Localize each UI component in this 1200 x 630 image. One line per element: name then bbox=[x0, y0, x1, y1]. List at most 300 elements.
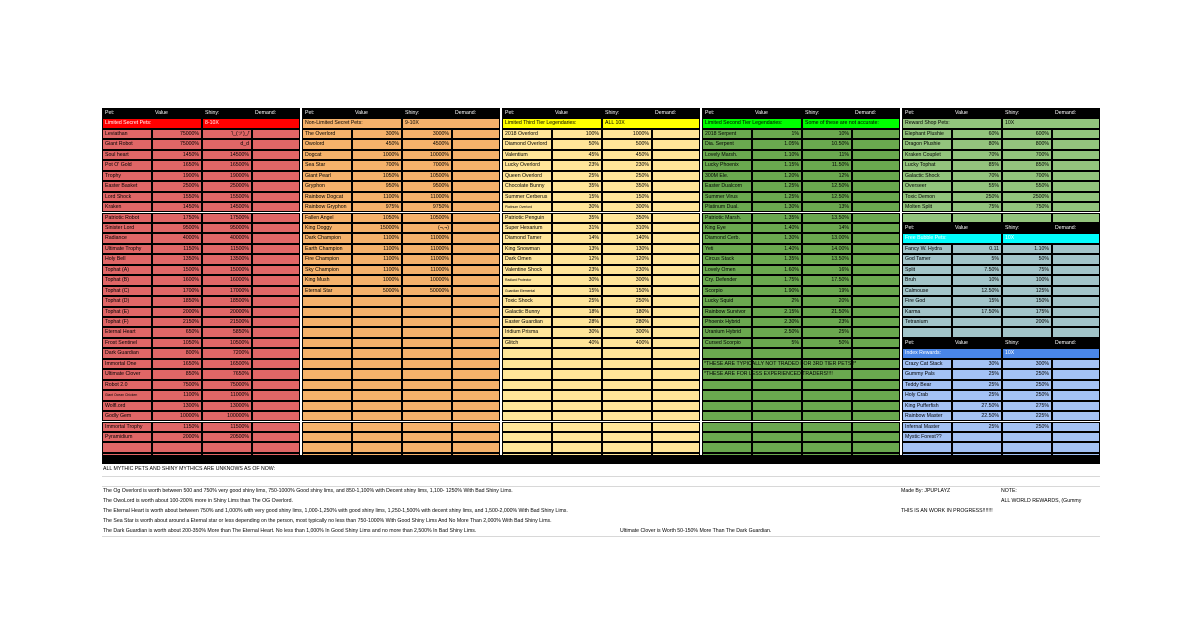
value-cell[interactable]: 125% bbox=[1002, 286, 1052, 296]
empty-cell[interactable] bbox=[352, 348, 402, 358]
value-cell[interactable]: 1150% bbox=[152, 422, 202, 432]
value-cell[interactable] bbox=[252, 286, 300, 296]
empty-cell[interactable] bbox=[452, 422, 500, 432]
value-cell[interactable]: 50% bbox=[552, 139, 602, 149]
value-cell[interactable]: 550% bbox=[1002, 181, 1052, 191]
column-header[interactable]: Shiny: bbox=[1002, 223, 1052, 233]
value-cell[interactable] bbox=[852, 202, 900, 212]
value-cell[interactable]: 850% bbox=[1002, 160, 1052, 170]
pet-name-cell[interactable]: Holy Crab bbox=[902, 390, 952, 400]
value-cell[interactable]: 10000% bbox=[402, 275, 452, 285]
value-cell[interactable]: 1.35% bbox=[752, 254, 802, 264]
pet-name-cell[interactable]: Rainbow Gryphon bbox=[302, 202, 352, 212]
value-cell[interactable] bbox=[252, 139, 300, 149]
value-cell[interactable]: 250% bbox=[1002, 422, 1052, 432]
value-cell[interactable]: 1.40% bbox=[752, 223, 802, 233]
empty-cell[interactable] bbox=[502, 422, 552, 432]
value-cell[interactable] bbox=[452, 286, 500, 296]
empty-cell[interactable] bbox=[802, 442, 852, 452]
empty-cell[interactable] bbox=[402, 348, 452, 358]
value-cell[interactable] bbox=[1052, 150, 1100, 160]
value-cell[interactable]: 1700% bbox=[152, 286, 202, 296]
value-cell[interactable] bbox=[652, 213, 700, 223]
value-cell[interactable]: 2% bbox=[752, 296, 802, 306]
column-header[interactable]: Pet: bbox=[902, 223, 952, 233]
value-cell[interactable]: 1300% bbox=[152, 401, 202, 411]
empty-cell[interactable] bbox=[402, 411, 452, 421]
empty-cell[interactable] bbox=[1052, 442, 1100, 452]
empty-cell[interactable] bbox=[452, 359, 500, 369]
value-cell[interactable]: 1350% bbox=[152, 254, 202, 264]
empty-cell[interactable] bbox=[302, 369, 352, 379]
value-cell[interactable] bbox=[252, 307, 300, 317]
pet-name-cell[interactable]: Eternal Star bbox=[302, 286, 352, 296]
value-cell[interactable] bbox=[252, 181, 300, 191]
value-cell[interactable]: 15% bbox=[952, 296, 1002, 306]
empty-cell[interactable] bbox=[302, 338, 352, 348]
value-cell[interactable]: 16000% bbox=[202, 275, 252, 285]
value-cell[interactable]: 5000% bbox=[352, 286, 402, 296]
value-cell[interactable]: 350% bbox=[602, 213, 652, 223]
pet-name-cell[interactable]: Diamond Cerb. bbox=[702, 233, 752, 243]
column-header[interactable]: Pet: bbox=[702, 108, 752, 118]
pet-name-cell[interactable]: The Overlord bbox=[302, 129, 352, 139]
value-cell[interactable]: 10% bbox=[952, 275, 1002, 285]
empty-cell[interactable] bbox=[602, 380, 652, 390]
value-cell[interactable] bbox=[652, 150, 700, 160]
empty-cell[interactable] bbox=[552, 348, 602, 358]
value-cell[interactable] bbox=[252, 317, 300, 327]
value-cell[interactable]: 30% bbox=[552, 202, 602, 212]
pet-name-cell[interactable]: Karma bbox=[902, 307, 952, 317]
empty-cell[interactable] bbox=[652, 369, 700, 379]
empty-cell[interactable] bbox=[402, 296, 452, 306]
column-header[interactable]: Value bbox=[752, 108, 802, 118]
pet-name-cell[interactable]: Leviathan bbox=[102, 129, 152, 139]
value-cell[interactable] bbox=[652, 327, 700, 337]
value-cell[interactable]: 250% bbox=[952, 192, 1002, 202]
value-cell[interactable]: 40% bbox=[552, 338, 602, 348]
empty-cell[interactable] bbox=[352, 422, 402, 432]
empty-cell[interactable] bbox=[852, 390, 900, 400]
empty-cell[interactable] bbox=[902, 327, 952, 337]
value-cell[interactable] bbox=[652, 286, 700, 296]
empty-cell[interactable] bbox=[452, 432, 500, 442]
empty-cell[interactable] bbox=[652, 359, 700, 369]
value-cell[interactable]: 13% bbox=[802, 202, 852, 212]
value-cell[interactable] bbox=[252, 338, 300, 348]
value-cell[interactable]: 50000% bbox=[402, 286, 452, 296]
value-cell[interactable]: 13.50% bbox=[802, 213, 852, 223]
pet-name-cell[interactable]: 2018 Overlord bbox=[502, 129, 552, 139]
value-cell[interactable]: 12.50% bbox=[802, 181, 852, 191]
value-cell[interactable] bbox=[652, 202, 700, 212]
value-cell[interactable]: 4500% bbox=[402, 139, 452, 149]
empty-cell[interactable] bbox=[352, 359, 402, 369]
section-multiplier[interactable]: Some of these are not accurate: bbox=[802, 118, 900, 128]
value-cell[interactable]: 13% bbox=[552, 244, 602, 254]
pet-name-cell[interactable]: Tophat (F) bbox=[102, 317, 152, 327]
value-cell[interactable] bbox=[852, 286, 900, 296]
empty-cell[interactable] bbox=[502, 380, 552, 390]
value-cell[interactable] bbox=[1052, 380, 1100, 390]
empty-cell[interactable] bbox=[552, 432, 602, 442]
pet-name-cell[interactable]: Guardian Elemental bbox=[502, 286, 552, 296]
value-cell[interactable] bbox=[252, 244, 300, 254]
pet-name-cell[interactable]: Pyramidium bbox=[102, 432, 152, 442]
value-cell[interactable]: 250% bbox=[1002, 369, 1052, 379]
empty-cell[interactable] bbox=[502, 348, 552, 358]
value-cell[interactable]: 10500% bbox=[402, 171, 452, 181]
value-cell[interactable]: 1.25% bbox=[752, 192, 802, 202]
pet-name-cell[interactable]: Dragon Plushie bbox=[902, 139, 952, 149]
column-header[interactable]: Shiny: bbox=[802, 108, 852, 118]
pet-name-cell[interactable]: Dark Guardian bbox=[102, 348, 152, 358]
pet-name-cell[interactable]: Summer Virus bbox=[702, 192, 752, 202]
empty-cell[interactable] bbox=[702, 422, 752, 432]
value-cell[interactable]: 27.50% bbox=[952, 401, 1002, 411]
empty-cell[interactable] bbox=[302, 432, 352, 442]
value-cell[interactable]: 1.25% bbox=[752, 181, 802, 191]
empty-cell[interactable] bbox=[552, 442, 602, 452]
pet-name-cell[interactable]: Patriotic Robot bbox=[102, 213, 152, 223]
empty-cell[interactable] bbox=[352, 296, 402, 306]
value-cell[interactable]: 250% bbox=[1002, 380, 1052, 390]
value-cell[interactable]: 1100% bbox=[352, 192, 402, 202]
column-header[interactable]: Demand: bbox=[1052, 108, 1100, 118]
value-cell[interactable]: 16500% bbox=[202, 160, 252, 170]
empty-cell[interactable] bbox=[352, 307, 402, 317]
value-cell[interactable] bbox=[452, 275, 500, 285]
value-cell[interactable]: 25000% bbox=[202, 181, 252, 191]
pet-name-cell[interactable]: Dogcat bbox=[302, 150, 352, 160]
empty-cell[interactable] bbox=[402, 369, 452, 379]
empty-cell[interactable] bbox=[452, 327, 500, 337]
value-cell[interactable]: 700% bbox=[1002, 171, 1052, 181]
value-cell[interactable]: 100000% bbox=[202, 411, 252, 421]
empty-cell[interactable] bbox=[502, 432, 552, 442]
value-cell[interactable] bbox=[452, 192, 500, 202]
value-cell[interactable] bbox=[852, 192, 900, 202]
value-cell[interactable]: 70% bbox=[952, 171, 1002, 181]
value-cell[interactable] bbox=[1052, 390, 1100, 400]
value-cell[interactable]: 120% bbox=[602, 254, 652, 264]
empty-cell[interactable] bbox=[802, 422, 852, 432]
empty-cell[interactable] bbox=[652, 401, 700, 411]
value-cell[interactable] bbox=[452, 233, 500, 243]
value-cell[interactable]: 14500% bbox=[202, 202, 252, 212]
section-multiplier[interactable]: 10X bbox=[1002, 348, 1100, 358]
pet-name-cell[interactable]: Lucky Phoenix bbox=[702, 160, 752, 170]
empty-cell[interactable] bbox=[352, 390, 402, 400]
pet-name-cell[interactable]: Gryphon bbox=[302, 181, 352, 191]
pet-name-cell[interactable]: Ultimate Clover bbox=[102, 369, 152, 379]
value-cell[interactable] bbox=[652, 192, 700, 202]
empty-cell[interactable] bbox=[302, 411, 352, 421]
pet-name-cell[interactable]: Ultimate Trophy bbox=[102, 244, 152, 254]
value-cell[interactable] bbox=[1052, 275, 1100, 285]
value-cell[interactable] bbox=[452, 171, 500, 181]
pet-name-cell[interactable]: Queen Overlord bbox=[502, 171, 552, 181]
value-cell[interactable] bbox=[1002, 432, 1052, 442]
value-cell[interactable]: 100% bbox=[552, 129, 602, 139]
empty-cell[interactable] bbox=[402, 390, 452, 400]
value-cell[interactable] bbox=[852, 160, 900, 170]
pet-name-cell[interactable]: Lovely Marsh. bbox=[702, 150, 752, 160]
empty-cell[interactable] bbox=[852, 380, 900, 390]
pet-name-cell[interactable]: Fire Champion bbox=[302, 254, 352, 264]
column-header[interactable]: Demand: bbox=[852, 108, 900, 118]
empty-cell[interactable] bbox=[652, 348, 700, 358]
empty-cell[interactable] bbox=[502, 411, 552, 421]
value-cell[interactable] bbox=[452, 129, 500, 139]
empty-cell[interactable] bbox=[902, 213, 952, 223]
value-cell[interactable]: 10500% bbox=[202, 338, 252, 348]
value-cell[interactable]: 230% bbox=[602, 160, 652, 170]
value-cell[interactable] bbox=[252, 422, 300, 432]
empty-cell[interactable] bbox=[552, 359, 602, 369]
empty-cell[interactable] bbox=[402, 432, 452, 442]
pet-name-cell[interactable]: Easter Dualcorn bbox=[702, 181, 752, 191]
value-cell[interactable] bbox=[1052, 265, 1100, 275]
empty-cell[interactable] bbox=[652, 380, 700, 390]
empty-cell[interactable] bbox=[652, 390, 700, 400]
value-cell[interactable]: 22.50% bbox=[952, 411, 1002, 421]
pet-name-cell[interactable]: Galactic Bunny bbox=[502, 307, 552, 317]
pet-name-cell[interactable]: Calmouse bbox=[902, 286, 952, 296]
value-cell[interactable]: 30% bbox=[552, 327, 602, 337]
value-cell[interactable]: 23% bbox=[802, 317, 852, 327]
value-cell[interactable]: 250% bbox=[602, 171, 652, 181]
value-cell[interactable]: 20000% bbox=[202, 307, 252, 317]
pet-name-cell[interactable]: Bruh bbox=[902, 275, 952, 285]
empty-cell[interactable] bbox=[802, 380, 852, 390]
value-cell[interactable] bbox=[952, 317, 1002, 327]
value-cell[interactable]: 11000% bbox=[402, 192, 452, 202]
value-cell[interactable] bbox=[252, 327, 300, 337]
section-title[interactable]: Limited Second Tier Legendaries: bbox=[702, 118, 802, 128]
column-header[interactable]: Demand: bbox=[252, 108, 300, 118]
pet-name-cell[interactable]: King Pufferfish bbox=[902, 401, 952, 411]
value-cell[interactable] bbox=[652, 338, 700, 348]
pet-name-cell[interactable]: Phoenix Hybrid bbox=[702, 317, 752, 327]
value-cell[interactable]: 10000% bbox=[402, 150, 452, 160]
empty-cell[interactable] bbox=[202, 442, 252, 452]
value-cell[interactable] bbox=[1052, 254, 1100, 264]
empty-cell[interactable] bbox=[302, 422, 352, 432]
pet-name-cell[interactable]: Robot 2.0 bbox=[102, 380, 152, 390]
pet-name-cell[interactable]: Rainbow Survivor bbox=[702, 307, 752, 317]
value-cell[interactable]: 17.50% bbox=[802, 275, 852, 285]
value-cell[interactable]: 1050% bbox=[352, 171, 402, 181]
value-cell[interactable]: 700% bbox=[352, 160, 402, 170]
pet-name-cell[interactable]: Lord Shock bbox=[102, 192, 152, 202]
pet-name-cell[interactable]: 2018 Serpent bbox=[702, 129, 752, 139]
empty-cell[interactable] bbox=[452, 390, 500, 400]
column-header[interactable]: Pet: bbox=[502, 108, 552, 118]
empty-cell[interactable] bbox=[302, 296, 352, 306]
value-cell[interactable]: 1450% bbox=[152, 202, 202, 212]
value-cell[interactable]: 1000% bbox=[602, 129, 652, 139]
pet-name-cell[interactable]: Patriotic Marsh. bbox=[702, 213, 752, 223]
pet-name-cell[interactable]: Diamond Tamer bbox=[502, 233, 552, 243]
empty-cell[interactable] bbox=[402, 307, 452, 317]
value-cell[interactable]: 7200% bbox=[202, 348, 252, 358]
value-cell[interactable]: 75% bbox=[952, 202, 1002, 212]
value-cell[interactable] bbox=[852, 307, 900, 317]
value-cell[interactable] bbox=[452, 265, 500, 275]
value-cell[interactable]: 35% bbox=[552, 213, 602, 223]
value-cell[interactable]: 11.50% bbox=[802, 160, 852, 170]
value-cell[interactable] bbox=[652, 296, 700, 306]
empty-cell[interactable] bbox=[452, 348, 500, 358]
empty-cell[interactable] bbox=[452, 296, 500, 306]
pet-name-cell[interactable]: Split bbox=[902, 265, 952, 275]
pet-name-cell[interactable]: Rainbow Master bbox=[902, 411, 952, 421]
pet-name-cell[interactable]: Easter Basket bbox=[102, 181, 152, 191]
value-cell[interactable]: 13500% bbox=[202, 254, 252, 264]
pet-name-cell[interactable]: Giant Ocean Chicken bbox=[102, 390, 152, 400]
value-cell[interactable]: 13.00% bbox=[802, 233, 852, 243]
value-cell[interactable] bbox=[1052, 411, 1100, 421]
value-cell[interactable]: 7500% bbox=[152, 380, 202, 390]
value-cell[interactable]: 55% bbox=[952, 181, 1002, 191]
column-header[interactable]: Pet: bbox=[302, 108, 352, 118]
value-cell[interactable]: 21.50% bbox=[802, 307, 852, 317]
empty-cell[interactable] bbox=[702, 380, 752, 390]
column-header[interactable]: Shiny: bbox=[1002, 108, 1052, 118]
empty-cell[interactable] bbox=[752, 380, 802, 390]
pet-name-cell[interactable]: Giant Pearl bbox=[302, 171, 352, 181]
pet-name-cell[interactable]: Giant Robot bbox=[102, 139, 152, 149]
value-cell[interactable]: 1550% bbox=[152, 192, 202, 202]
value-cell[interactable] bbox=[452, 160, 500, 170]
pet-name-cell[interactable]: Tophat (B) bbox=[102, 275, 152, 285]
value-cell[interactable] bbox=[652, 181, 700, 191]
value-cell[interactable]: 5% bbox=[952, 254, 1002, 264]
value-cell[interactable] bbox=[852, 275, 900, 285]
value-cell[interactable] bbox=[652, 265, 700, 275]
empty-cell[interactable] bbox=[452, 307, 500, 317]
column-header[interactable]: Demand: bbox=[1052, 338, 1100, 348]
value-cell[interactable]: 2.50% bbox=[752, 327, 802, 337]
empty-cell[interactable] bbox=[952, 213, 1002, 223]
value-cell[interactable]: 12% bbox=[802, 171, 852, 181]
value-cell[interactable]: 700% bbox=[1002, 150, 1052, 160]
pet-name-cell[interactable]: Elephant Plushie bbox=[902, 129, 952, 139]
empty-cell[interactable] bbox=[752, 422, 802, 432]
value-cell[interactable]: 11% bbox=[802, 150, 852, 160]
value-cell[interactable]: 5% bbox=[752, 338, 802, 348]
empty-cell[interactable] bbox=[302, 307, 352, 317]
value-cell[interactable]: 25% bbox=[552, 171, 602, 181]
pet-name-cell[interactable]: Super Hexarium bbox=[502, 223, 552, 233]
value-cell[interactable]: 25% bbox=[952, 369, 1002, 379]
pet-name-cell[interactable]: Mystic Forest?? bbox=[902, 432, 952, 442]
pet-name-cell[interactable]: Molten Split bbox=[902, 202, 952, 212]
value-cell[interactable]: 2000% bbox=[152, 432, 202, 442]
value-cell[interactable]: 1650% bbox=[152, 359, 202, 369]
value-cell[interactable] bbox=[1052, 369, 1100, 379]
value-cell[interactable] bbox=[852, 265, 900, 275]
value-cell[interactable] bbox=[852, 223, 900, 233]
section-title[interactable]: Limited Secret Pets: bbox=[102, 118, 202, 128]
value-cell[interactable]: 85% bbox=[952, 160, 1002, 170]
value-cell[interactable] bbox=[1052, 244, 1100, 254]
value-cell[interactable] bbox=[852, 327, 900, 337]
empty-cell[interactable] bbox=[352, 432, 402, 442]
value-cell[interactable]: 200% bbox=[1002, 317, 1052, 327]
value-cell[interactable]: 1.30% bbox=[752, 202, 802, 212]
value-cell[interactable] bbox=[252, 348, 300, 358]
value-cell[interactable]: 1100% bbox=[352, 244, 402, 254]
column-header[interactable]: Shiny: bbox=[402, 108, 452, 118]
pet-name-cell[interactable]: Lovely Omen bbox=[702, 265, 752, 275]
value-cell[interactable]: 225% bbox=[1002, 411, 1052, 421]
value-cell[interactable] bbox=[252, 380, 300, 390]
value-cell[interactable]: 14% bbox=[552, 233, 602, 243]
pet-name-cell[interactable]: Tophat (E) bbox=[102, 307, 152, 317]
value-cell[interactable]: 1650% bbox=[152, 160, 202, 170]
value-cell[interactable]: 15000% bbox=[202, 265, 252, 275]
empty-cell[interactable] bbox=[352, 411, 402, 421]
empty-cell[interactable] bbox=[402, 327, 452, 337]
value-cell[interactable]: 130% bbox=[602, 244, 652, 254]
value-cell[interactable]: 850% bbox=[152, 369, 202, 379]
value-cell[interactable] bbox=[1052, 129, 1100, 139]
empty-cell[interactable] bbox=[552, 422, 602, 432]
empty-cell[interactable] bbox=[552, 411, 602, 421]
empty-cell[interactable] bbox=[102, 442, 152, 452]
value-cell[interactable] bbox=[652, 317, 700, 327]
value-cell[interactable]: 300% bbox=[602, 202, 652, 212]
value-cell[interactable] bbox=[1052, 181, 1100, 191]
pet-name-cell[interactable]: Valentine Shock bbox=[502, 265, 552, 275]
value-cell[interactable] bbox=[652, 139, 700, 149]
pet-name-cell[interactable]: Owolord bbox=[302, 139, 352, 149]
pet-name-cell[interactable]: God Tamer bbox=[902, 254, 952, 264]
empty-cell[interactable] bbox=[702, 401, 752, 411]
pet-name-cell[interactable]: Frost Sentinel bbox=[102, 338, 152, 348]
pet-name-cell[interactable]: Dark Champion bbox=[302, 233, 352, 243]
value-cell[interactable]: 15000% bbox=[352, 223, 402, 233]
value-cell[interactable]: 1900% bbox=[152, 171, 202, 181]
pet-name-cell[interactable]: Tophat (A) bbox=[102, 265, 152, 275]
value-cell[interactable]: 11000% bbox=[402, 233, 452, 243]
empty-cell[interactable] bbox=[852, 442, 900, 452]
empty-cell[interactable] bbox=[1002, 213, 1052, 223]
pet-name-cell[interactable]: Teddy Bear bbox=[902, 380, 952, 390]
value-cell[interactable]: 75% bbox=[1002, 265, 1052, 275]
pet-name-cell[interactable]: Rainbow Dogcat bbox=[302, 192, 352, 202]
pet-name-cell[interactable]: Wolfl.ord bbox=[102, 401, 152, 411]
pet-name-cell[interactable]: Lucky Squid bbox=[702, 296, 752, 306]
empty-cell[interactable] bbox=[852, 401, 900, 411]
value-cell[interactable]: 25% bbox=[952, 390, 1002, 400]
value-cell[interactable] bbox=[452, 139, 500, 149]
value-cell[interactable]: 19000% bbox=[202, 171, 252, 181]
column-header[interactable]: Shiny: bbox=[1002, 338, 1052, 348]
pet-name-cell[interactable]: Sky Champion bbox=[302, 265, 352, 275]
value-cell[interactable] bbox=[852, 338, 900, 348]
value-cell[interactable]: 15% bbox=[552, 286, 602, 296]
value-cell[interactable] bbox=[252, 390, 300, 400]
value-cell[interactable]: 300% bbox=[1002, 359, 1052, 369]
value-cell[interactable] bbox=[852, 244, 900, 254]
value-cell[interactable]: 1000% bbox=[352, 275, 402, 285]
empty-cell[interactable] bbox=[402, 422, 452, 432]
empty-cell[interactable] bbox=[402, 401, 452, 411]
